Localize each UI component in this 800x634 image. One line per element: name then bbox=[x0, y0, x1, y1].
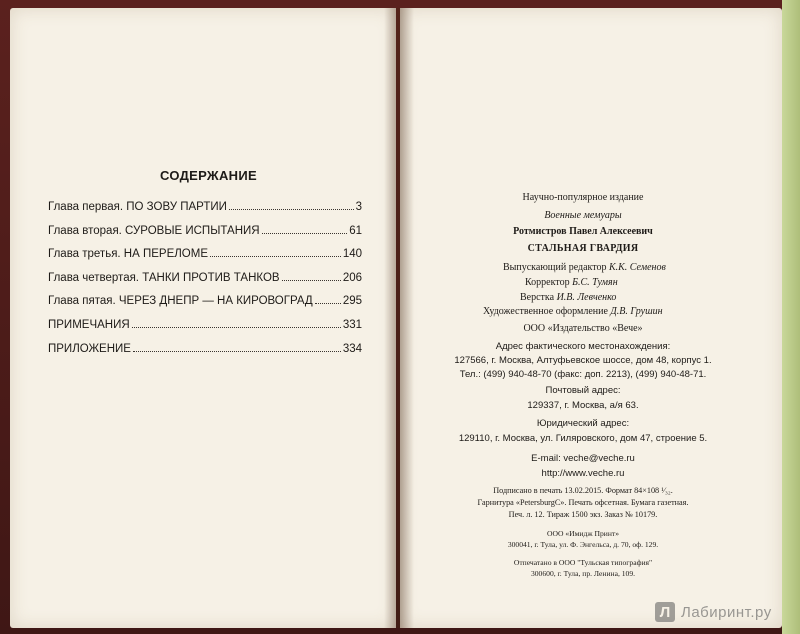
series-name: Военные мемуары bbox=[544, 210, 622, 221]
credit-layout bbox=[520, 292, 616, 303]
legal-address: 129110, г. Москва, ул. Гиляровского, дом 47, строение 5. bbox=[458, 433, 708, 444]
print-details-line: Печ. л. 12. Тираж 1500 экз. Заказ № 10179. bbox=[508, 510, 658, 519]
watermark-text: Лабиринт.ру bbox=[681, 603, 772, 621]
postal-address-label: Почтовый адрес: bbox=[545, 385, 621, 396]
toc-item-page: 331 bbox=[342, 318, 362, 331]
printer-company: Отпечатано в ООО "Тульская типография" bbox=[513, 558, 653, 567]
credit-proofreader bbox=[525, 277, 618, 288]
credit-design bbox=[483, 306, 663, 317]
website-url: http://www.veche.ru bbox=[541, 468, 625, 479]
toc-item-page: 206 bbox=[342, 271, 362, 284]
author-name: Ротмистров Павел Алексеевич bbox=[513, 226, 653, 237]
print-details-line: Подписано в печать 13.02.2015. Формат 84×108 ¹⁄₃₂. bbox=[493, 486, 673, 495]
actual-address: 127566, г. Москва, Алтуфьевское шоссе, дом 48, корпус 1. bbox=[454, 355, 712, 366]
postal-address: 129337, г. Москва, а/я 63. bbox=[527, 400, 639, 411]
credit-name: И.В. Левченко bbox=[556, 292, 617, 303]
credit-role: Корректор bbox=[525, 277, 570, 288]
credit-role: Верстка bbox=[520, 292, 555, 303]
toc-item-label: Глава пятая. ЧЕРЕЗ ДНЕПР — НА КИРОВОГРАД bbox=[48, 295, 313, 308]
toc-item-label: Глава первая. ПО ЗОВУ ПАРТИИ bbox=[48, 201, 227, 213]
prepress-address: 300041, г. Тула, ул. Ф. Энгельса, д. 70, оф. 129. bbox=[507, 540, 659, 549]
printer-address: 300600, г. Тула, пр. Ленина, 109. bbox=[530, 569, 636, 578]
toc-item-label: Глава четвертая. ТАНКИ ПРОТИВ ТАНКОВ bbox=[48, 271, 280, 284]
toc-item-page: 334 bbox=[342, 342, 362, 355]
toc-item-page: 140 bbox=[342, 248, 362, 261]
credit-editor bbox=[503, 262, 666, 273]
edition-type: Научно-популярное издание bbox=[522, 192, 644, 203]
credit-name: К.К. Семенов bbox=[609, 262, 666, 273]
actual-address-label: Адрес фактического местонахождения: bbox=[495, 341, 671, 352]
email-address: E-mail: veche@veche.ru bbox=[531, 453, 635, 464]
toc-item-page: 3 bbox=[355, 201, 362, 213]
contents-heading: СОДЕРЖАНИЕ bbox=[160, 168, 257, 183]
labirint-logo-icon: Л bbox=[655, 602, 675, 622]
credit-name: Д.В. Грушин bbox=[610, 306, 663, 317]
toc-item-label: ПРИЛОЖЕНИЕ bbox=[48, 342, 131, 355]
print-details-line: Гарнитура «PetersburgC». Печать офсетная. Бумага газетная. bbox=[477, 498, 689, 507]
credit-name: Б.С. Тумян bbox=[572, 277, 618, 288]
toc-item-label: ПРИМЕЧАНИЯ bbox=[48, 318, 130, 331]
toc-item-page: 295 bbox=[342, 295, 362, 308]
toc-item-page: 61 bbox=[349, 224, 362, 237]
prepress-company: ООО «Имидж Принт» bbox=[546, 529, 620, 538]
legal-address-label: Юридический адрес: bbox=[536, 418, 630, 429]
toc-item-label: Глава третья. НА ПЕРЕЛОМЕ bbox=[48, 248, 209, 261]
credit-role: Художественное оформление bbox=[483, 306, 608, 317]
publisher-name: ООО «Издательство «Вече» bbox=[523, 323, 643, 334]
watermark bbox=[655, 602, 772, 622]
book-title: СТАЛЬНАЯ ГВАРДИЯ bbox=[527, 243, 639, 254]
toc-item-label: Глава вторая. СУРОВЫЕ ИСПЫТАНИЯ bbox=[48, 224, 260, 237]
phone-numbers: Тел.: (499) 940-48-70 (факс: доп. 2213), (499) 940-48-71. bbox=[459, 369, 707, 380]
credit-role: Выпускающий редактор bbox=[503, 262, 607, 273]
